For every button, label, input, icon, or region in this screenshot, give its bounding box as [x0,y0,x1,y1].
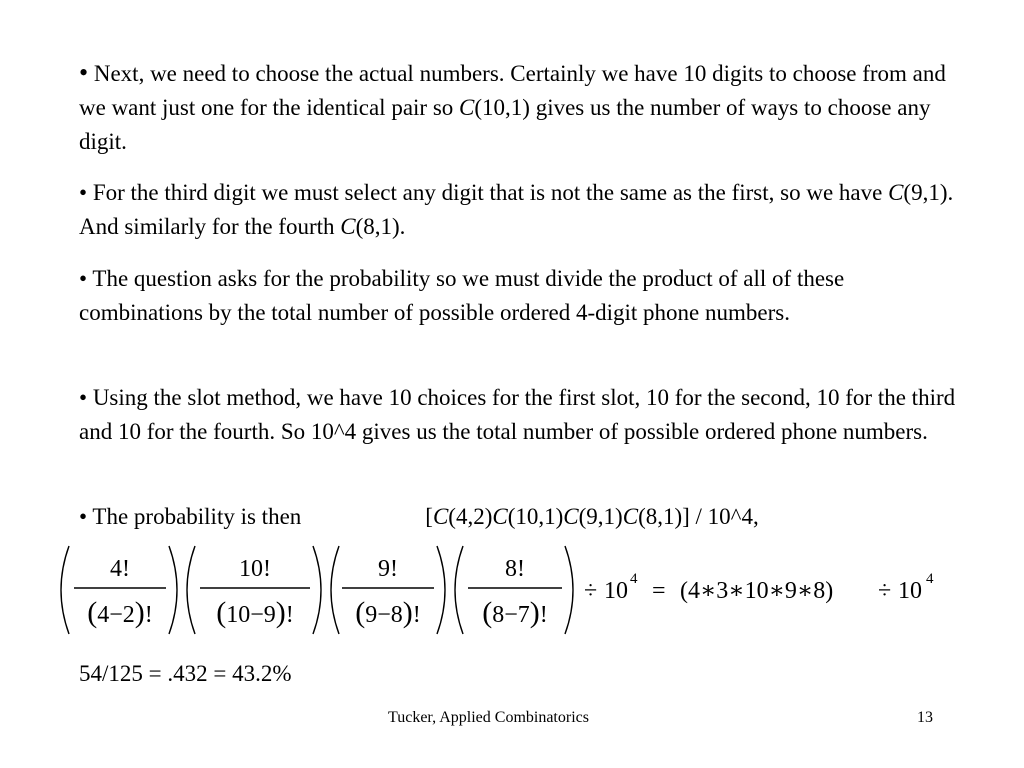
paragraph-next-choose-numbers [79,56,959,159]
paragraph-text: Using the slot method, we have 10 choices for the first slot, 10 for the second, 10 for the third and 10 for the fourth. So 10^4 gives us the total number of possible ordered phone numbers. [79,385,956,444]
bullet-icon: • [79,504,88,529]
fraction-denominator: (10−9)! [216,596,294,629]
fraction-numerator: 4! [110,556,130,582]
paragraph-text: The probability is then [87,504,302,529]
factorial-fraction [331,546,445,634]
fraction-denominator: (9−8)! [355,596,421,629]
power-exponent: 4 [630,571,638,587]
paragraph-text: For the third digit we must select any digit that is not the same as the first, so we have [87,180,889,205]
paragraph-text: (9,1). And similarly for the fourth [79,180,954,239]
paragraph-text: (10,1) gives us the number of ways to choose any digit. [79,95,931,154]
formula-tail [584,571,934,604]
fraction-denominator: (4−2)! [87,596,153,629]
paragraph-probability-question [79,262,959,330]
fraction-numerator: 9! [378,556,398,582]
right-paren [169,546,177,634]
combination-symbol: C [459,95,475,120]
footer-source: Tucker, Applied Combinatorics [388,709,589,726]
fraction-denominator: (8−7)! [482,596,548,629]
divide-sign: ÷ [584,578,598,604]
left-paren [61,546,69,634]
right-paren [565,546,573,634]
probability-expression: [C(4,2)C(10,1)C(9,1)C(8,1)] / 10^4, [425,504,759,529]
paragraph-text: The question asks for the probability so we must divide the product of all of these combinations by the total number of possible ordered 4-digit phone numbers. [79,266,845,325]
right-paren [313,546,321,634]
power-base: 10 [898,578,922,604]
factorial-fraction [455,546,573,634]
power-exponent: 4 [926,571,934,587]
power-base: 10 [604,578,628,604]
left-paren [455,546,463,634]
combination-formula [40,540,1000,640]
paragraph-slot-method [79,381,959,449]
equals-sign: = [652,578,666,604]
bullet-icon: • [79,58,89,87]
divide-sign: ÷ [878,578,892,604]
fraction-numerator: 10! [239,556,271,582]
factorial-fraction [61,546,177,634]
bullet-icon: • [79,180,88,205]
left-paren [187,546,195,634]
combination-symbol: C [340,214,356,239]
paragraph-text: (8,1). [355,214,406,239]
fraction-numerator: 8! [505,556,525,582]
right-paren [437,546,445,634]
combination-symbol: C [888,180,904,205]
paragraph-text: Next, we need to choose the actual numbers. Certainly we have 10 digits to choose from and we want just one for the identical pair so [79,61,946,120]
paragraph-probability-is [79,500,979,534]
bullet-icon: • [79,266,88,291]
factorial-fraction [187,546,321,634]
product-expression: (4∗3∗10∗9∗8) [680,578,834,604]
probability-result: 54/125 = .432 = 43.2% [79,661,292,686]
paragraph-third-digit [79,176,959,244]
bullet-icon: • [79,385,88,410]
left-paren [331,546,339,634]
page-number: 13 [917,709,933,726]
